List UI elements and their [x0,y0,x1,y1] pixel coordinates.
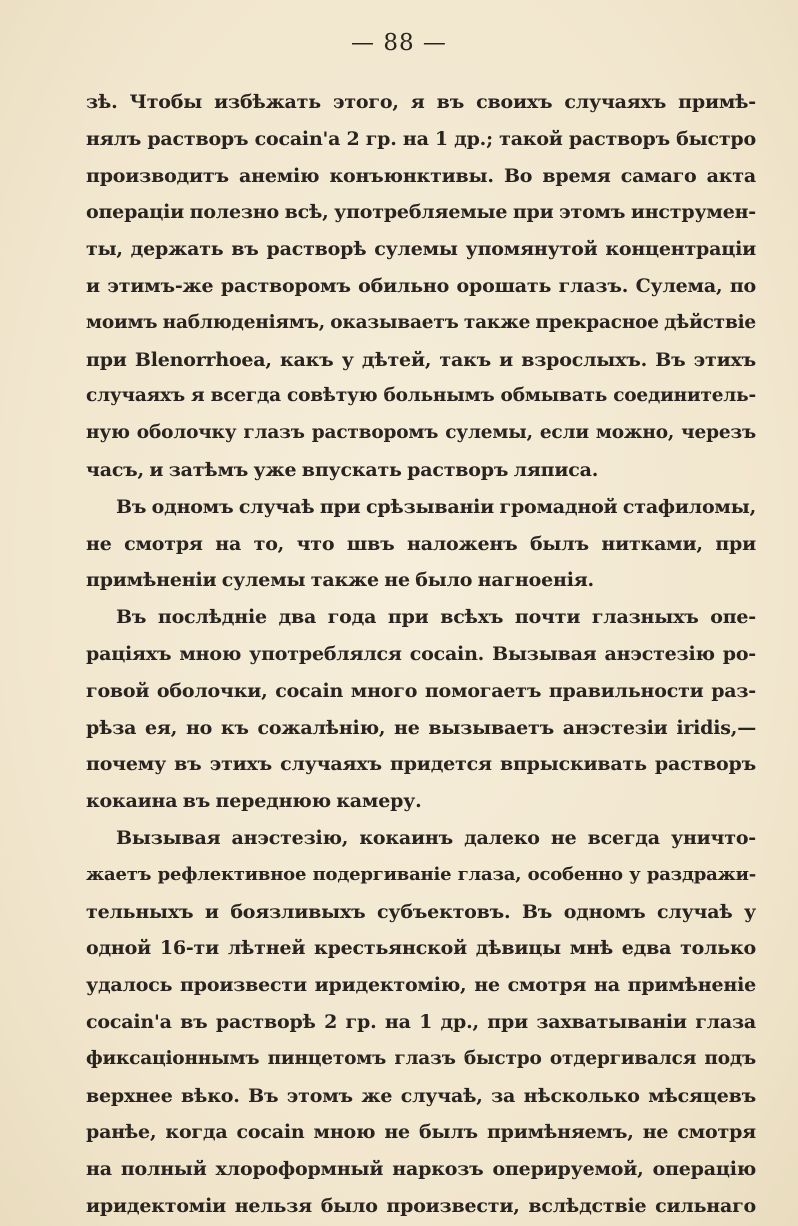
paragraph-first-line: Въ послѣдніе два года при всѣхъ почти глазныхъ опе- [116,606,756,629]
text-line: жаетъ рефлективное подергиваніе глаза, особенно у раздражи- [86,863,756,885]
text-line: ты, держать въ растворѣ сулемы упомянутой концентраціи [86,238,756,261]
text-line: нялъ растворъ cocain'а 2 гр. на 1 др.; такой растворъ быстро [86,127,756,150]
text-line: моимъ наблюденіямъ, оказываетъ также прекрасное дѣйствіе [86,311,756,333]
text-line: фиксаціоннымъ пинцетомъ глазъ быстро отдергивался подъ [86,1047,756,1069]
text-line: тельныхъ и боязливыхъ субъектовъ. Въ одномъ случаѣ у [86,900,756,923]
text-line: верхнее вѣко. Въ этомъ же случаѣ, за нѣсколько мѣсяцевъ [86,1084,756,1107]
text-line: кокаина въ переднюю камеру. [86,790,422,813]
paragraph-first-line: Вызывая анэстезію, кокаинъ далеко не всегда уничто- [116,826,756,849]
text-line: иридектоміи нельзя было произвести, вслѣдствіе сильнаго [86,1194,756,1217]
text-line: при Blenorrhoea, какъ у дѣтей, такъ и взрослыхъ. Въ этихъ [86,348,756,371]
text-line: говой оболочки, cocain много помогаетъ правильности раз- [86,679,756,702]
text-line: одной 16-ти лѣтней крестьянской дѣвицы мнѣ едва только [86,937,756,960]
text-line: ранѣе, когда cocain мною не былъ примѣняемъ, не смотря [86,1121,756,1144]
text-line: на полный хлороформный наркозъ оперируемой, операцію [86,1158,756,1181]
text-line: и этимъ-же растворомъ обильно орошать глазъ. Сулема, по [86,274,756,297]
text-line: рѣза ея, но къ сожалѣнію, не вызываетъ анэстезіи iridis,— [86,716,756,739]
text-line: производитъ анемію конъюнктивы. Во время самаго акта [86,164,756,187]
page-number: — 88 — [351,30,447,56]
text-line: cocain'а въ растворѣ 2 гр. на 1 др., при захватываніи глаза [86,1010,756,1033]
text-line: ную оболочку глазъ растворомъ сулемы, если можно, черезъ [86,422,756,444]
text-line: случаяхъ я всегда совѣтую больнымъ обмывать соединитель- [86,385,756,407]
paragraph-first-line: Въ одномъ случаѣ при срѣзываніи громадной стафиломы, [116,495,756,518]
text-line: почему въ этихъ случаяхъ придется впрыскивать растворъ [86,753,756,776]
text-line: не смотря на то, что швъ наложенъ былъ нитками, при [86,532,756,555]
text-line: раціяхъ мною употреблялся cocain. Вызывая анэстезію ро- [86,642,756,665]
body-text [86,84,756,1225]
text-line: удалось произвести иридектомію, не смотря на примѣненіе [86,974,756,997]
text-line: примѣненіи сулемы также не было нагноенія. [86,569,594,592]
text-line: зѣ. Чтобы избѣжать этого, я въ своихъ случаяхъ примѣ- [86,91,756,113]
text-line: операціи полезно всѣ, употребляемые при этомъ инструмен- [86,201,756,224]
text-line: часъ, и затѣмъ уже впускать растворъ ляписа. [86,458,599,481]
